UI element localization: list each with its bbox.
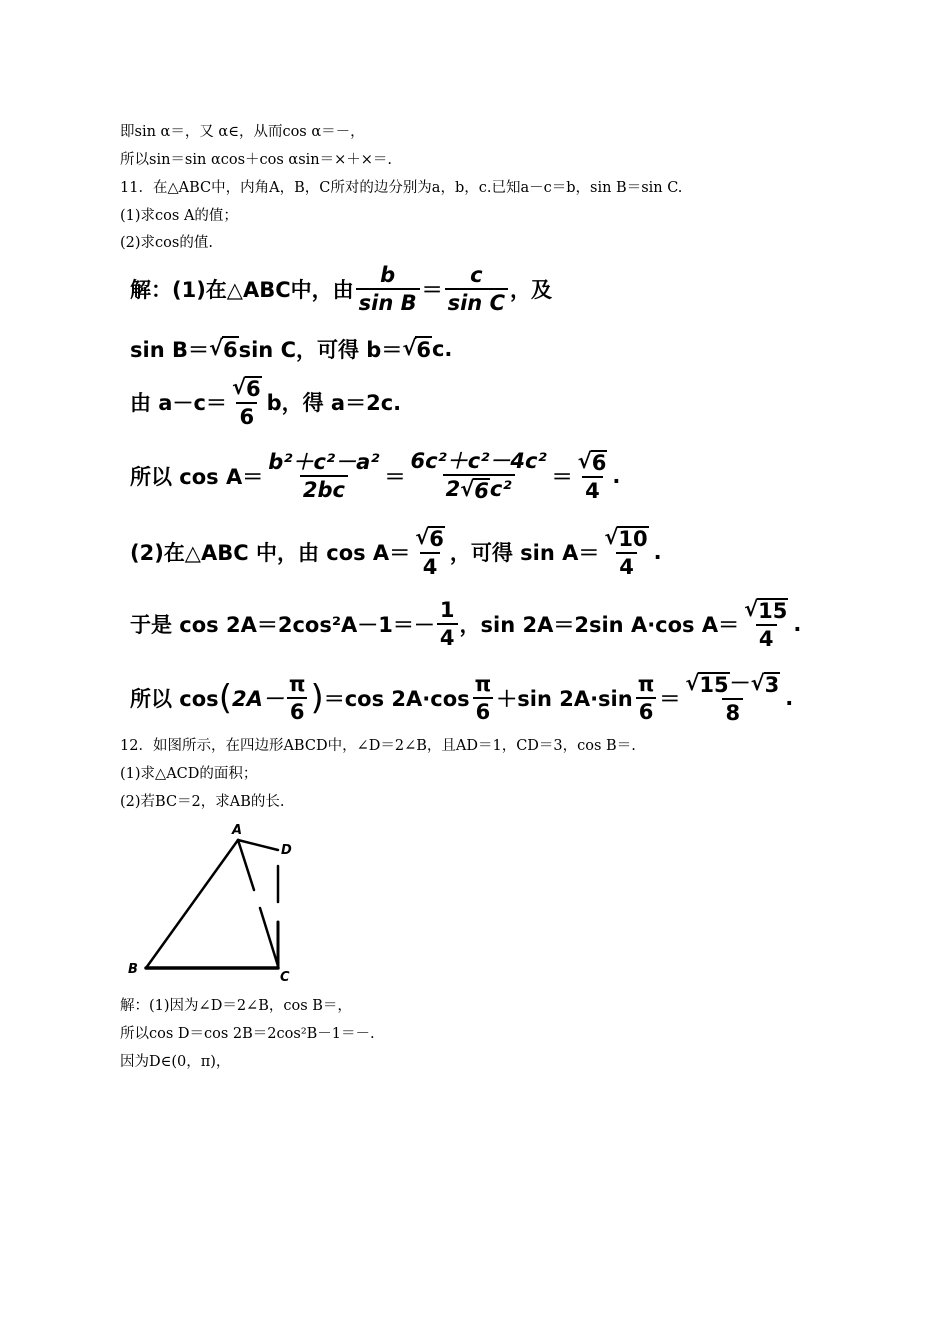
solution-11-line-6: 于是 cos 2A＝2cos²A－1＝－ $\frac{1}{4}$ ，sin 2A＝2sin A·cos A＝ √ 15 4 . bbox=[130, 597, 802, 652]
fraction-sqrt15-over-4: √ 15 4 bbox=[744, 597, 788, 652]
fraction-1-over-4: $\frac{1}{4}$ bbox=[437, 599, 458, 649]
problem-12-statement: 12．如图所示，在四边形ABCD中，∠D＝2∠B，且AD＝1，CD＝3，cos B＝. bbox=[120, 738, 636, 754]
solution-12-line-3: 因为D∈(0，π)， bbox=[120, 1054, 231, 1070]
side-ab bbox=[146, 840, 238, 968]
fraction-substituted: 6c²＋c²－4c² 2 √ 6 c² bbox=[410, 449, 547, 504]
intro-line-2: 所以sin＝sin αcos＋cos αsin＝×＋×＝. bbox=[120, 152, 393, 168]
solution-12-line-2: 所以cos D＝cos 2B＝2cos²B－1＝－. bbox=[120, 1026, 375, 1042]
solution-11-line-1: 解：(1)在△ABC中，由 $\frac{b}{\text{sin B}}$ ＝ $\frac{c}{\text{sin C}}$ ，及 bbox=[130, 263, 552, 316]
fraction-c-over-sinC: $\frac{c}{\text{sin C}}$ bbox=[445, 264, 508, 314]
quadrilateral-figure bbox=[120, 818, 320, 988]
side-ad bbox=[238, 840, 278, 850]
problem-11-question-2: (2)求cos的值. bbox=[120, 235, 213, 251]
problem-12-question-1: (1)求△ACD的面积； bbox=[120, 766, 258, 782]
fraction-pi-over-6: $\frac{\pi}{6}$ bbox=[637, 672, 655, 725]
solution-11-line-5: (2)在△ABC 中，由 cos A＝ √ 6 4 ，可得 sin A＝ √ 10 4 . bbox=[130, 525, 662, 580]
sqrt-6: √ 6 bbox=[402, 336, 431, 362]
fraction-sqrt6-over-4: √ 6 4 bbox=[415, 525, 444, 580]
solution-11-line-7: 所以 cos ( 2A－ $\frac{\pi}{6}$ ) ＝cos 2A·cos $\frac{\pi}{6}$ ＋sin 2A·sin $\frac{\pi}{6}$ ＝ √ 15 － √ 3 8 . bbox=[130, 671, 794, 726]
fraction-b-over-sinB: $\frac{b}{\text{sin B}}$ bbox=[356, 264, 420, 314]
fraction-law-of-cosines: $\frac{\text{b²＋c²－a²}}{2bc}$ bbox=[268, 450, 380, 503]
solution-12-line-1: 解：(1)因为∠D＝2∠B，cos B＝， bbox=[120, 998, 352, 1014]
fraction-sqrt6-over-6: √ 6 6 bbox=[231, 375, 261, 430]
left-paren: ( bbox=[218, 678, 232, 719]
label-a: A bbox=[232, 823, 243, 838]
solution-11-line-3: 由 a－c＝ √ 6 6 b，得 a＝2c. bbox=[130, 375, 402, 430]
fraction-pi-over-6: $\frac{\pi}{6}$ bbox=[474, 672, 492, 725]
problem-11-question-1: (1)求cos A的值； bbox=[120, 208, 238, 224]
diagonal-ac-upper bbox=[238, 840, 254, 890]
solution-11-line-1-prefix: 解：(1)在△ABC中，由 bbox=[130, 278, 354, 303]
problem-11-statement: 11．在△ABC中，内角A，B，C所对的边分别为a，b，c.已知a－c＝b，sin B＝sin C. bbox=[120, 180, 683, 196]
label-d: D bbox=[281, 843, 292, 858]
diagonal-ac-lower bbox=[260, 908, 278, 966]
solution-11-line-2: sin B＝ √ 6 sin C，可得 b＝ √ 6 c. bbox=[130, 336, 453, 362]
problem-12-question-2: (2)若BC＝2，求AB的长. bbox=[120, 794, 285, 810]
fraction-final-answer: √ 15 － √ 3 8 bbox=[685, 671, 780, 726]
intro-line-1: 即sin α＝，又 α∈，从而cos α＝－， bbox=[120, 124, 365, 140]
sqrt-6: √ 6 bbox=[208, 336, 238, 362]
fraction-sqrt10-over-4: √ 10 4 bbox=[604, 525, 648, 580]
solution-11-line-4: 所以 cos A＝ $\frac{\text{b²＋c²－a²}}{2bc}$ ＝ 6c²＋c²－4c² 2 √ 6 c² ＝ √ 6 4 . bbox=[130, 449, 621, 504]
label-c: C bbox=[280, 970, 290, 985]
fraction-sqrt6-over-4: √ 6 4 bbox=[577, 449, 607, 504]
fraction-pi-over-6: $\frac{\pi}{6}$ bbox=[288, 672, 306, 725]
label-b: B bbox=[128, 962, 138, 977]
right-paren: ) bbox=[310, 678, 324, 719]
